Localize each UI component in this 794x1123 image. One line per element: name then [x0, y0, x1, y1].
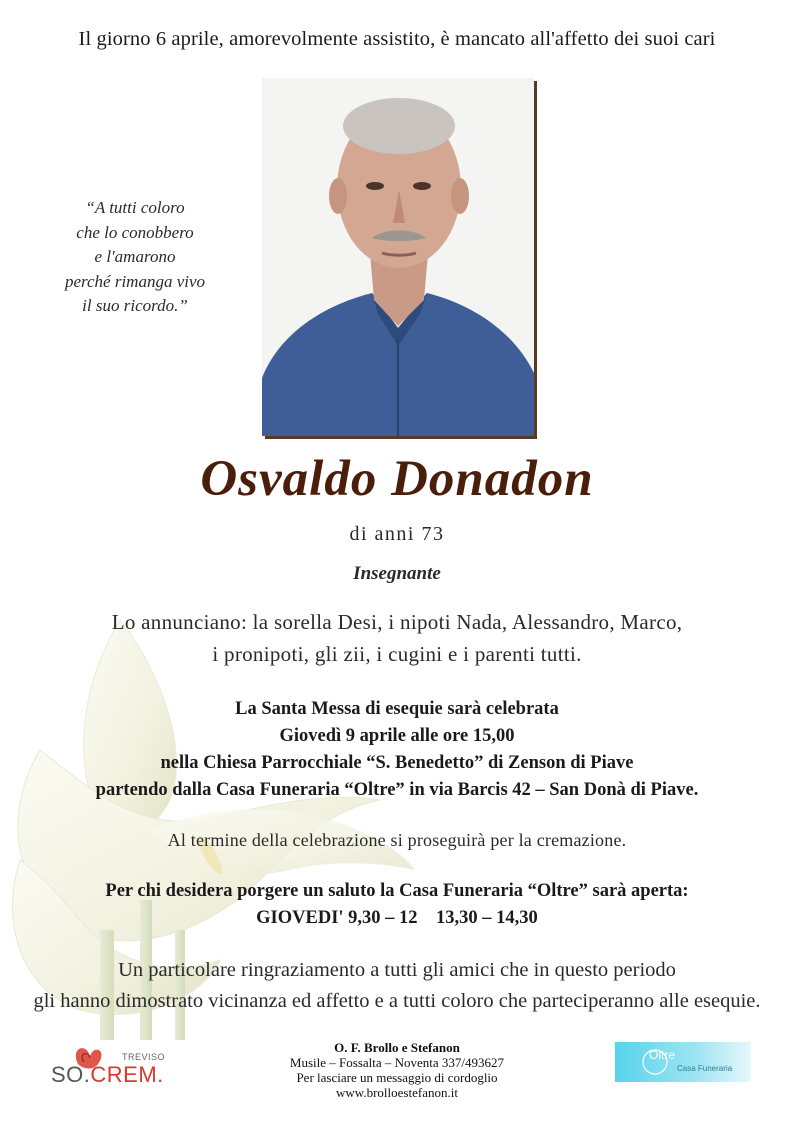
visiting-hours	[0, 878, 794, 932]
thanks-line: Un particolare ringraziamento a tutti gli amici che in questo periodo	[118, 959, 676, 981]
socrem-name-part-red: CREM.	[90, 1062, 164, 1087]
quote-line: il suo ricordo.”	[82, 296, 188, 315]
quote	[40, 196, 230, 319]
quote-line: “A tutti coloro	[85, 198, 185, 217]
mass-line: La Santa Messa di esequie sarà celebrata	[235, 699, 559, 719]
intro-text: Il giorno 6 aprile, amorevolmente assistito, è mancato all'affetto dei suoi cari	[78, 28, 716, 50]
thanks-note	[0, 955, 794, 1017]
announcement	[0, 606, 794, 670]
oltre-logo	[615, 1042, 751, 1082]
agency-locations: Musile – Fossalta – Noventa 337/493627	[289, 1055, 505, 1070]
mass-line: Giovedì 9 aprile alle ore 15,00	[279, 726, 515, 746]
socrem-name-part: SO.	[51, 1062, 91, 1087]
agency-message: Per lasciare un messaggio di cordoglio	[296, 1070, 498, 1085]
socrem-city: TREVISO	[122, 1052, 166, 1062]
oltre-word: Oltre	[649, 1048, 676, 1062]
deceased-name: Osvaldo Donadon	[200, 451, 594, 507]
deceased-age: di anni 73	[349, 523, 445, 545]
deceased-portrait	[262, 78, 534, 436]
agency-name: O. F. Brollo e Stefanon	[334, 1040, 460, 1055]
funeral-mass-info	[0, 696, 794, 804]
greeting-hours: GIOVEDI' 9,30 – 12 13,30 – 14,30	[256, 908, 538, 928]
cremation-note: Al termine della celebrazione si proseguirà per la cremazione.	[167, 830, 627, 850]
agency-website[interactable]: www.brolloestefanon.it	[336, 1085, 458, 1100]
thanks-line: gli hanno dimostrato vicinanza ed affetto e a tutti coloro che parteciperanno alle esequie.	[33, 990, 761, 1012]
quote-line: che lo conobbero	[76, 222, 194, 242]
quote-line: perché rimanga vivo	[64, 271, 206, 291]
quote-line: e l'amarono	[94, 247, 176, 266]
deceased-profession: Insegnante	[353, 563, 441, 584]
oltre-subtitle: Casa Funeraria	[677, 1064, 733, 1073]
portrait-image	[262, 78, 534, 436]
mass-line: nella Chiesa Parrocchiale “S. Benedetto” di Zenson di Piave	[160, 753, 634, 773]
mass-line: partendo dalla Casa Funeraria “Oltre” in via Barcis 42 – San Donà di Piave.	[95, 780, 699, 800]
announcement-line: i pronipoti, gli zii, i cugini e i parenti tutti.	[212, 642, 582, 666]
greeting-line: Per chi desidera porgere un saluto la Casa Funeraria “Oltre” sarà aperta:	[105, 881, 689, 901]
announcement-line: Lo annunciano: la sorella Desi, i nipoti Nada, Alessandro, Marco,	[111, 610, 683, 634]
